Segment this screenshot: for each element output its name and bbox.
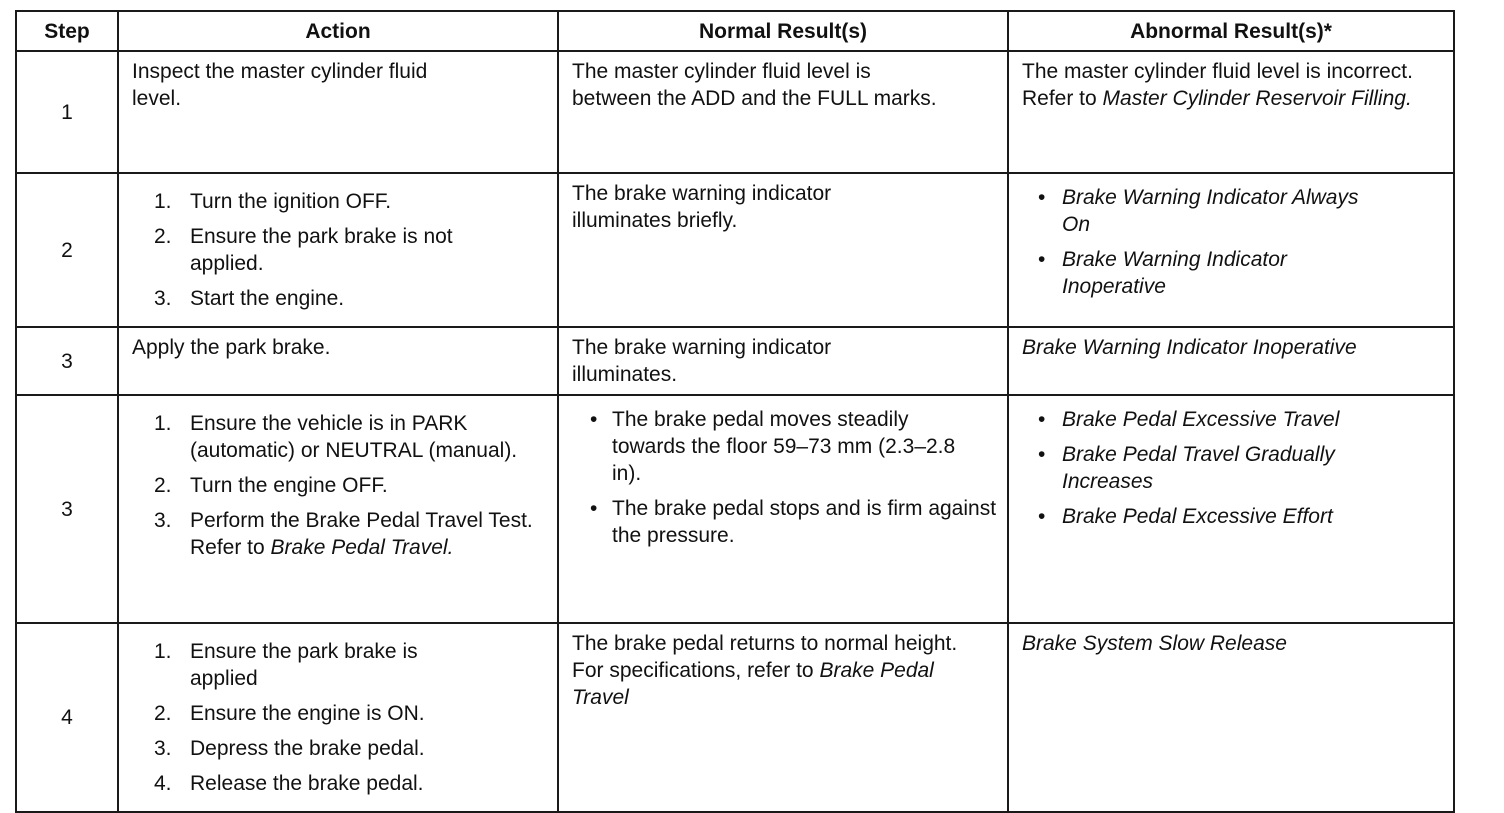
table-row [16,327,1454,395]
abnormal-result-cell [1008,327,1454,395]
step-text: Ensure the vehicle is in PARK (automatic) or NEUTRAL (manual). [190,412,518,462]
step-text: Ensure the park brake is applied [190,640,418,690]
normal-result-text: The master cylinder fluid level is between the ADD and the FULL marks. [572,60,937,110]
action-steps-list [132,410,547,561]
list-item [132,638,547,692]
result-text: The brake pedal stops and is firm against the pressure. [612,497,997,547]
step-index: 2. [154,702,172,725]
step-text: Start the engine. [190,287,345,310]
header-normal-results: Normal Result(s) [558,11,1008,51]
bullet-icon: • [1038,443,1046,466]
reference-link[interactable]: Master Cylinder Reservoir Filling. [1102,87,1412,110]
header-action: Action [118,11,558,51]
list-item [1022,441,1443,495]
abnormal-result-cell [1008,623,1454,812]
bullet-icon: • [1038,408,1046,431]
action-text: Inspect the master cylinder fluid level. [132,60,428,110]
normal-bullet-list [572,406,997,549]
list-item [132,188,547,215]
normal-result-cell [558,327,1008,395]
normal-result-cell [558,623,1008,812]
action-steps-list [132,188,547,312]
step-text: Depress the brake pedal. [190,737,425,760]
action-steps-list [132,638,547,797]
action-text: Apply the park brake. [132,336,331,359]
reference-link[interactable]: Brake System Slow Release [1022,632,1287,655]
normal-result-text: The brake warning indicator illuminates briefly. [572,182,832,232]
normal-result-cell [558,395,1008,623]
list-item [132,700,547,727]
step-text: Perform the Brake Pedal Travel Test. Refer to [190,509,533,559]
normal-result-cell [558,51,1008,173]
abnormal-result-text: The master cylinder fluid level is incorrect. Refer to [1022,60,1413,110]
step-number: 3 [16,395,118,623]
step-index: 3. [154,737,172,760]
bullet-icon: • [1038,248,1046,271]
reference-link[interactable]: Brake Pedal Excessive Travel [1062,408,1340,431]
list-item [132,735,547,762]
list-item [572,406,997,487]
step-index: 1. [154,640,172,663]
header-step: Step [16,11,118,51]
step-index: 4. [154,772,172,795]
reference-link[interactable]: Brake Pedal Excessive Effort [1062,505,1333,528]
action-cell [118,395,558,623]
table-row [16,51,1454,173]
list-item [132,472,547,499]
abnormal-result-cell [1008,51,1454,173]
abnormal-result-cell [1008,395,1454,623]
step-number: 4 [16,623,118,812]
action-cell [118,623,558,812]
abnormal-bullet-list [1022,406,1443,530]
step-number: 2 [16,173,118,327]
step-text: Turn the ignition OFF. [190,190,392,213]
action-cell [118,51,558,173]
reference-link[interactable]: Brake Pedal Travel Gradually Increases [1062,443,1335,493]
reference-link[interactable]: Brake Pedal Travel [572,659,934,709]
normal-result-cell [558,173,1008,327]
list-item [132,507,547,561]
bullet-icon: • [590,408,598,431]
reference-link[interactable]: Brake Pedal Travel. [270,536,454,559]
diagnostic-table [15,10,1455,813]
list-item [572,495,997,549]
list-item [1022,406,1443,433]
table-row [16,173,1454,327]
list-item [132,223,547,277]
list-item [1022,503,1443,530]
header-row [16,11,1454,51]
step-index: 1. [154,412,172,435]
step-number: 1 [16,51,118,173]
table-row [16,623,1454,812]
step-index: 3. [154,287,172,310]
header-abnormal-results: Abnormal Result(s)* [1008,11,1454,51]
bullet-icon: • [1038,186,1046,209]
step-index: 1. [154,190,172,213]
step-text: Ensure the engine is ON. [190,702,425,725]
list-item [132,410,547,464]
result-text: The brake pedal moves steadily towards the floor 59–73 mm (2.3–2.8 in). [612,408,956,485]
step-index: 2. [154,474,172,497]
step-number: 3 [16,327,118,395]
list-item [132,285,547,312]
step-text: Ensure the park brake is not applied. [190,225,453,275]
step-index: 3. [154,509,172,532]
normal-result-text: The brake warning indicator illuminates. [572,336,832,386]
step-text: Turn the engine OFF. [190,474,388,497]
reference-link[interactable]: Brake Warning Indicator Inoperative [1062,248,1287,298]
bullet-icon: • [590,497,598,520]
action-cell [118,327,558,395]
reference-link[interactable]: Brake Warning Indicator Inoperative [1022,336,1357,359]
abnormal-bullet-list [1022,184,1443,300]
list-item [132,770,547,797]
normal-result-text: The brake pedal returns to normal height. For specifications, refer to [572,632,958,682]
abnormal-result-cell [1008,173,1454,327]
list-item [1022,246,1443,300]
step-text: Release the brake pedal. [190,772,424,795]
reference-link[interactable]: Brake Warning Indicator Always On [1062,186,1359,236]
action-cell [118,173,558,327]
list-item [1022,184,1443,238]
step-index: 2. [154,225,172,248]
bullet-icon: • [1038,505,1046,528]
table-row [16,395,1454,623]
